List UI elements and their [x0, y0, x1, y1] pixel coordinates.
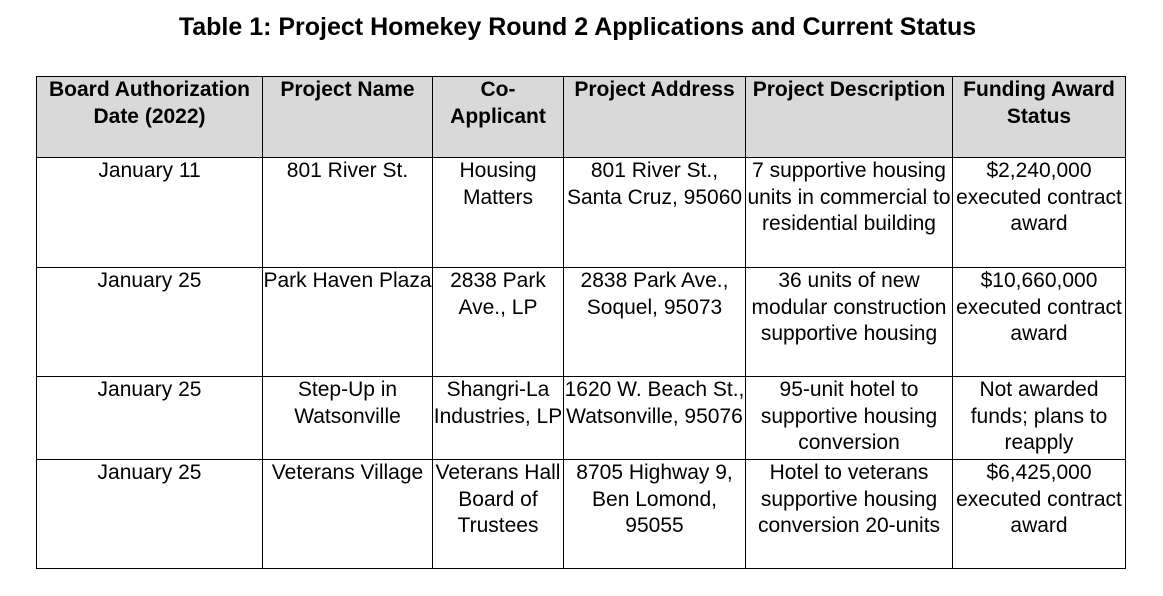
cell-date: January 11 — [37, 158, 263, 268]
cell-status: Not awarded funds; plans to reapply — [953, 377, 1126, 460]
cell-project-name: Park Haven Plaza — [263, 268, 433, 377]
cell-address: 8705 Highway 9, Ben Lomond, 95055 — [564, 460, 746, 569]
header-project-address: Project Address — [564, 77, 746, 158]
cell-status: $2,240,000 executed contract award — [953, 158, 1126, 268]
cell-address: 1620 W. Beach St., Watsonville, 95076 — [564, 377, 746, 460]
cell-description: 95-unit hotel to supportive housing conversion — [746, 377, 953, 460]
cell-project-name: Step-Up in Watsonville — [263, 377, 433, 460]
cell-co-applicant: Veterans Hall Board of Trustees — [433, 460, 564, 569]
cell-description: 7 supportive housing units in commercial to residential building — [746, 158, 953, 268]
cell-co-applicant: 2838 Park Ave., LP — [433, 268, 564, 377]
cell-date: January 25 — [37, 268, 263, 377]
cell-description: Hotel to veterans supportive housing conversion 20-units — [746, 460, 953, 569]
cell-co-applicant: Housing Matters — [433, 158, 564, 268]
cell-address: 801 River St., Santa Cruz, 95060 — [564, 158, 746, 268]
table-header-row — [37, 77, 1126, 158]
header-funding-award-status: Funding Award Status — [953, 77, 1126, 158]
table-row — [37, 158, 1126, 268]
header-board-authorization-date: Board Authorization Date (2022) — [37, 77, 263, 158]
cell-co-applicant: Shangri-La Industries, LP — [433, 377, 564, 460]
header-project-description: Project Description — [746, 77, 953, 158]
cell-date: January 25 — [37, 460, 263, 569]
header-project-name: Project Name — [263, 77, 433, 158]
table-title: Table 1: Project Homekey Round 2 Applications and Current Status — [178, 13, 977, 41]
table-row — [37, 268, 1126, 377]
cell-status: $10,660,000 executed contract award — [953, 268, 1126, 377]
cell-date: January 25 — [37, 377, 263, 460]
homekey-status-table — [36, 76, 1126, 569]
table-row — [37, 460, 1126, 569]
table-row — [37, 377, 1126, 460]
header-co-applicant: Co-Applicant — [433, 77, 564, 158]
cell-project-name: 801 River St. — [263, 158, 433, 268]
cell-status: $6,425,000 executed contract award — [953, 460, 1126, 569]
cell-address: 2838 Park Ave., Soquel, 95073 — [564, 268, 746, 377]
cell-project-name: Veterans Village — [263, 460, 433, 569]
cell-description: 36 units of new modular construction supportive housing — [746, 268, 953, 377]
